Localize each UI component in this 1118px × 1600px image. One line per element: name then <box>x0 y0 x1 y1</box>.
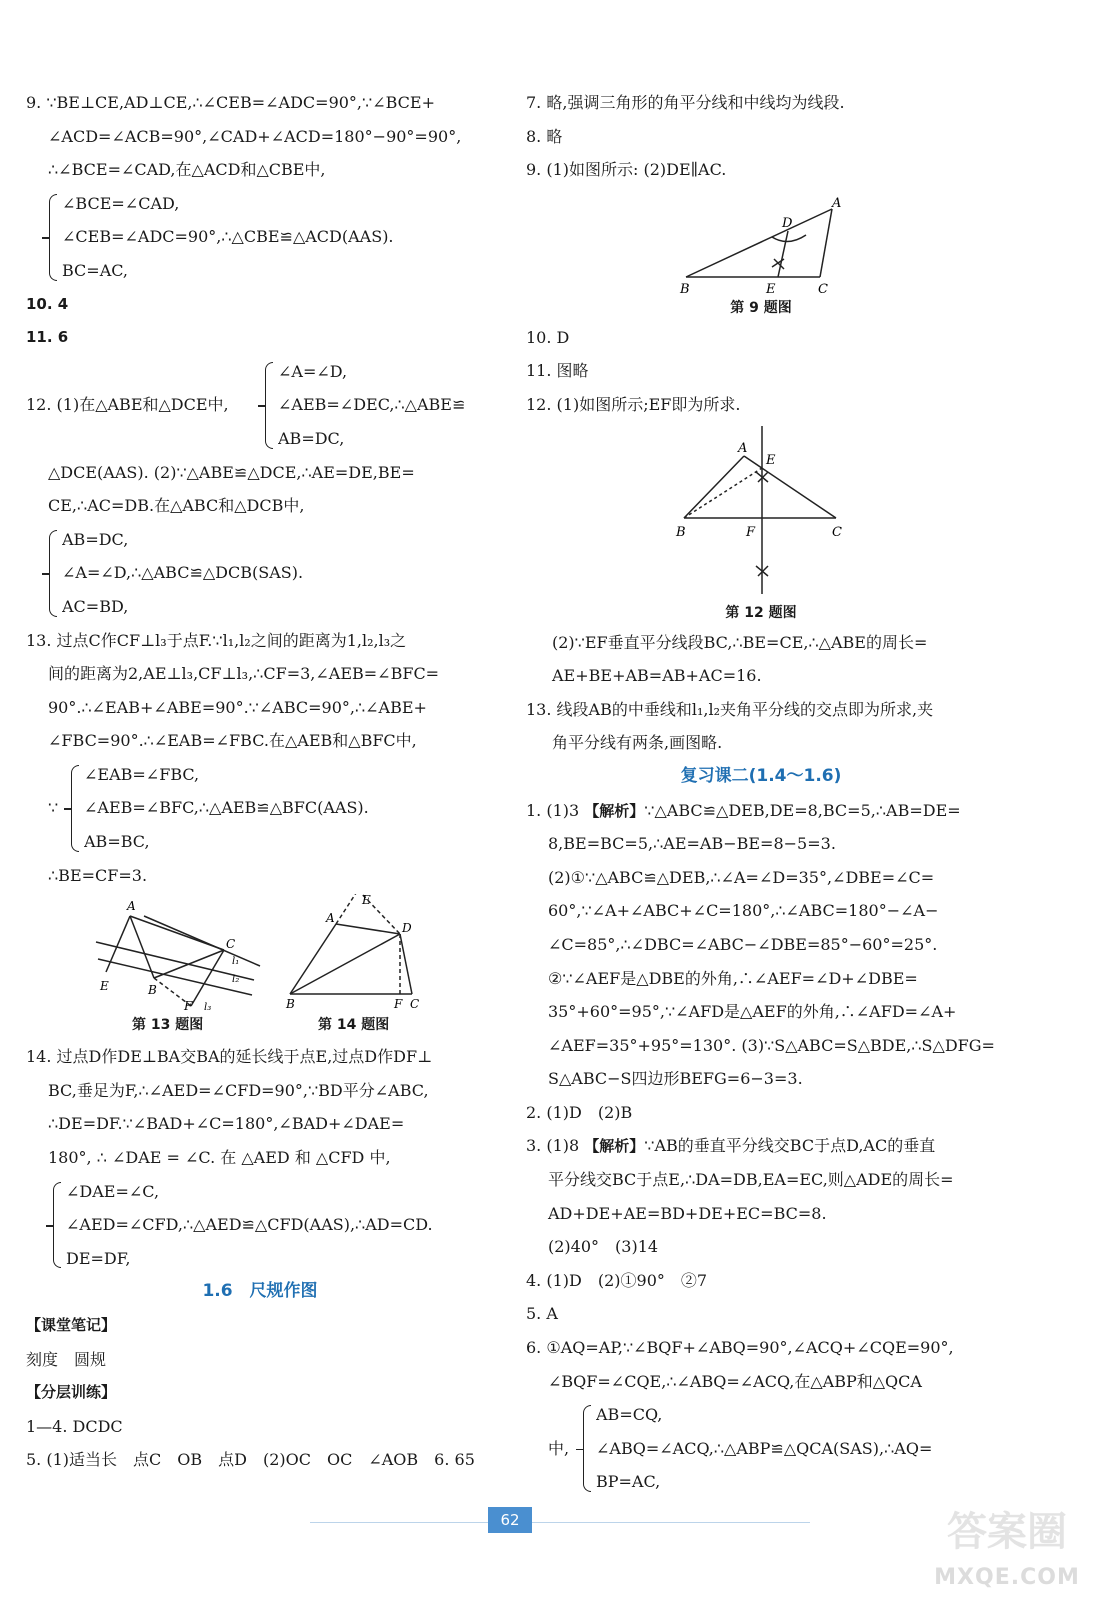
fig12-label-e: E <box>766 452 776 468</box>
q14-brace-line3: DE=DF, <box>66 1248 131 1268</box>
r1-num: 1. (1)3 <box>526 800 585 820</box>
fig9-label-b: B <box>680 281 690 297</box>
r6-brace-system <box>574 1398 932 1499</box>
fig9-caption: 第 9 题图 <box>730 299 792 316</box>
q12-brace-line2: ∠AEB=∠DEC,∴△ABE≌ <box>278 395 466 415</box>
watermark <box>912 1500 1102 1592</box>
r-q12b-line2: AE+BE+AB=AB+AC=16. <box>552 666 762 686</box>
q9-line2: ∠ACD=∠ACB=90°,∠CAD+∠ACD=180°−90°=90°, <box>48 126 462 146</box>
r1-line5: ∠C=85°,∴∠DBC=∠ABC−∠DBE=85°−60°=25°. <box>548 934 938 954</box>
fig9-label-d: D <box>782 215 793 231</box>
figures-13-14 <box>26 892 494 1040</box>
fig12-caption: 第 12 题图 <box>725 604 797 621</box>
fig14-label-c: C <box>410 997 420 1012</box>
r-q7: 7. 略,强调三角形的角平分线和中线均为线段. <box>526 93 845 112</box>
r1-line9: S△ABC−S四边形BEFG=6−3=3. <box>548 1069 803 1089</box>
q13-line4: ∠FBC=90°.∴∠EAB=∠FBC.在△AEB和△BFC中, <box>48 731 417 751</box>
q12-brace-line3: AB=DC, <box>278 428 345 448</box>
q12-c-line3: AC=BD, <box>62 596 129 616</box>
fig13-label-f: F <box>184 999 193 1013</box>
q13-brace-line1: ∠EAB=∠FBC, <box>84 764 200 784</box>
classroom-notes-text: 刻度 圆规 <box>26 1349 107 1369</box>
r3-line2: 平分线交BC于点E,∴DA=DB,EA=EC,则△ADE的周长= <box>548 1170 954 1190</box>
layered-training-tag: 【分层训练】 <box>26 1383 117 1402</box>
r6-brace-line2: ∠ABQ=∠ACQ,∴△ABP≌△QCA(SAS),∴AQ= <box>596 1438 933 1458</box>
r5: 5. A <box>526 1304 558 1324</box>
r1-line8: ∠AEF=35°+95°=130°. (3)∵S△ABC=S△BDE,∴S△DFG= <box>548 1035 995 1055</box>
r1-line2: 8,BE=BC=5,∴AE=AB−BE=8−5=3. <box>548 834 836 854</box>
r6-line2: ∠BQF=∠CQE,∴∠ABQ=∠ACQ,在△ABP和△QCA <box>548 1371 922 1391</box>
r1-analysis-tag: 【解析】 <box>584 801 645 820</box>
q13-line1: 13. 过点C作CF⊥l₃于点F.∵l₁,l₂之间的距离为1,l₂,l₃之 <box>26 630 407 650</box>
q9-brace-line1: ∠BCE=∠CAD, <box>62 193 180 213</box>
left-column <box>26 86 494 1477</box>
r-q13-line1: 13. 线段AB的中垂线和l₁,l₂夹角平分线的交点即为所求,夹 <box>526 699 934 719</box>
r4: 4. (1)D (2)①90° ②7 <box>526 1270 708 1290</box>
q14-line2: BC,垂足为F,∴∠AED=∠CFD=90°,∵BD平分∠ABC, <box>48 1080 429 1100</box>
q9-brace-line3: BC=AC, <box>62 260 129 280</box>
r3-line3: AD+DE+AE=BD+DE+EC=BC=8. <box>548 1203 827 1223</box>
r6-brace-line1: AB=CQ, <box>596 1405 663 1425</box>
r6-prefix: 中, <box>548 1438 570 1458</box>
r3-line1 <box>526 1129 996 1163</box>
q9-line3: ∴∠BCE=∠CAD,在△ACD和△CBE中, <box>48 160 326 180</box>
page-number: 62 <box>488 1507 532 1533</box>
r2: 2. (1)D (2)B <box>526 1102 633 1122</box>
q12-brace-system <box>256 355 465 456</box>
q12-part1 <box>26 355 494 456</box>
right-column <box>526 86 996 1499</box>
r3-line1-text: ∵AB的垂直平分线交BC于点D,AC的垂直 <box>644 1136 936 1156</box>
q13-system <box>48 758 494 859</box>
fig13-label-l2: l₂ <box>232 974 240 986</box>
fig12-label-c: C <box>832 524 842 540</box>
r1-line3: (2)①∵△ABC≌△DEB,∴∠A=∠D=35°,∠DBE=∠C= <box>548 867 935 887</box>
footer-divider <box>310 1522 810 1523</box>
r6-system <box>548 1398 996 1499</box>
r1-line1-text: ∵△ABC≌△DEB,DE=8,BC=5,∴AB=DE= <box>644 800 961 820</box>
q5-q6-answers: 5. (1)适当长 点C OB 点D (2)OC OC ∠AOB 6. 65 <box>26 1450 475 1470</box>
q12-c-line2: ∠A=∠D,∴△ABC≌△DCB(SAS). <box>62 563 304 583</box>
fig14-label-d: D <box>402 921 412 936</box>
q9-line1: 9. ∵BE⊥CE,AD⊥CE,∴∠CEB=∠ADC=90°,∵∠BCE+ <box>26 93 435 112</box>
fig13-label-c: C <box>226 937 236 952</box>
r-q12b-line1: (2)∵EF垂直平分线段BC,∴BE=CE,∴△ABE的周长= <box>552 632 928 652</box>
q10-answer: 10. 4 <box>26 294 69 313</box>
fig9-label-c: C <box>818 281 828 297</box>
q12-line5: CE,∴AC=DB.在△ABC和△DCB中, <box>48 496 305 516</box>
q12-line4: △DCE(AAS). (2)∵△ABE≌△DCE,∴AE=DE,BE= <box>48 462 415 482</box>
fig13-caption: 第 13 题图 <box>132 1017 204 1034</box>
q1-4-answers: 1—4. DCDC <box>26 1416 123 1436</box>
fig13-label-l1: l₁ <box>232 956 240 968</box>
q14-brace-line2: ∠AED=∠CFD,∴△AED≌△CFD(AAS),∴AD=CD. <box>66 1215 433 1235</box>
fig13-label-l3: l₃ <box>204 1002 212 1013</box>
r1-line7: 35°+60°=95°,∵∠AFD是△AEF的外角,∴∠AFD=∠A+ <box>548 1002 957 1022</box>
q12-prefix: 12. (1)在△ABE和△DCE中, <box>26 395 229 415</box>
r6-line1: 6. ①AQ=AP,∵∠BQF+∠ABQ=90°,∠ACQ+∠CQE=90°, <box>526 1338 954 1358</box>
fig9-label-a: A <box>832 195 842 211</box>
q11-answer: 11. 6 <box>26 328 69 347</box>
r-q10: 10. D <box>526 327 570 347</box>
figure-9-block <box>526 187 996 321</box>
q14-line1: 14. 过点D作DE⊥BA交BA的延长线于点E,过点D作DF⊥ <box>26 1047 433 1067</box>
q13-brace-system <box>62 758 369 859</box>
q13-brace-line2: ∠AEB=∠BFC,∴△AEB≌△BFC(AAS). <box>84 798 369 818</box>
q13-line8: ∴BE=CF=3. <box>48 865 148 885</box>
q13-because-sign: ∵ <box>48 798 59 818</box>
r-q9: 9. (1)如图所示: (2)DE∥AC. <box>526 160 727 180</box>
fig14-label-e: E <box>362 894 371 908</box>
fig14-label-a: A <box>326 911 335 926</box>
figure-12-block <box>526 422 996 626</box>
figure-13-14-diagram <box>26 894 494 1012</box>
q14-brace-line1: ∠DAE=∠C, <box>66 1181 160 1201</box>
fig13-label-b: B <box>148 983 157 998</box>
watermark-url: MXQE.COM <box>934 1565 1080 1590</box>
r1-line6: ②∵∠AEF是△DBE的外角,∴∠AEF=∠D+∠DBE= <box>548 968 918 988</box>
section-title: 1.6 尺规作图 <box>202 1281 318 1302</box>
q13-line3: 90°.∴∠EAB+∠ABE=90°.∵∠ABC=90°,∴∠ABE+ <box>48 697 427 717</box>
figure-12-diagram <box>526 422 996 602</box>
fig12-label-f: F <box>746 524 756 540</box>
r-q8: 8. 略 <box>526 126 563 146</box>
watermark-logo: 答案圈 <box>947 1509 1067 1555</box>
r1-line1 <box>526 794 996 828</box>
r3-analysis-tag: 【解析】 <box>584 1137 645 1156</box>
fig14-label-f: F <box>394 997 403 1012</box>
q9-brace-system <box>40 187 494 288</box>
r-q11: 11. 图略 <box>526 361 589 381</box>
q13-brace-line3: AB=BC, <box>84 832 150 852</box>
figure-9-diagram <box>526 187 996 297</box>
fig13-label-e: E <box>100 979 109 994</box>
q14-brace-system <box>44 1175 494 1276</box>
classroom-notes-tag: 【课堂笔记】 <box>26 1316 117 1334</box>
figure-14 <box>290 894 412 994</box>
fig12-label-a: A <box>738 440 748 456</box>
q13-line2: 间的距离为2,AE⊥l₃,CF⊥l₃,∴CF=3,∠AEB=∠BFC= <box>48 664 440 684</box>
q14-line4: 180°, ∴ ∠DAE = ∠C. 在 △AED 和 △CFD 中, <box>48 1148 391 1168</box>
r-q12: 12. (1)如图所示;EF即为所求. <box>526 394 741 414</box>
q12-brace-system-2 <box>40 523 494 624</box>
q12-c-line1: AB=DC, <box>62 529 129 549</box>
r6-brace-line3: BP=AC, <box>596 1472 661 1492</box>
fig13-label-a: A <box>127 899 136 914</box>
q9-brace-line2: ∠CEB=∠ADC=90°,∴△CBE≌△ACD(AAS). <box>62 227 394 247</box>
q12-brace-line1: ∠A=∠D, <box>278 361 348 381</box>
r3-line4: (2)40° (3)14 <box>548 1237 659 1257</box>
fig12-label-b: B <box>676 524 686 540</box>
r1-line4: 60°,∵∠A+∠ABC+∠C=180°,∴∠ABC=180°−∠A− <box>548 901 939 921</box>
q14-line3: ∴DE=DF.∵∠BAD+∠C=180°,∠BAD+∠DAE= <box>48 1114 405 1134</box>
r-q13-line2: 角平分线有两条,画图略. <box>552 733 723 753</box>
r3-num: 3. (1)8 <box>526 1136 585 1156</box>
fig14-label-b: B <box>286 997 295 1012</box>
review-lesson-title: 复习课二(1.4～1.6) <box>680 765 842 786</box>
fig14-caption: 第 14 题图 <box>318 1017 390 1034</box>
fig9-label-e: E <box>766 281 776 297</box>
